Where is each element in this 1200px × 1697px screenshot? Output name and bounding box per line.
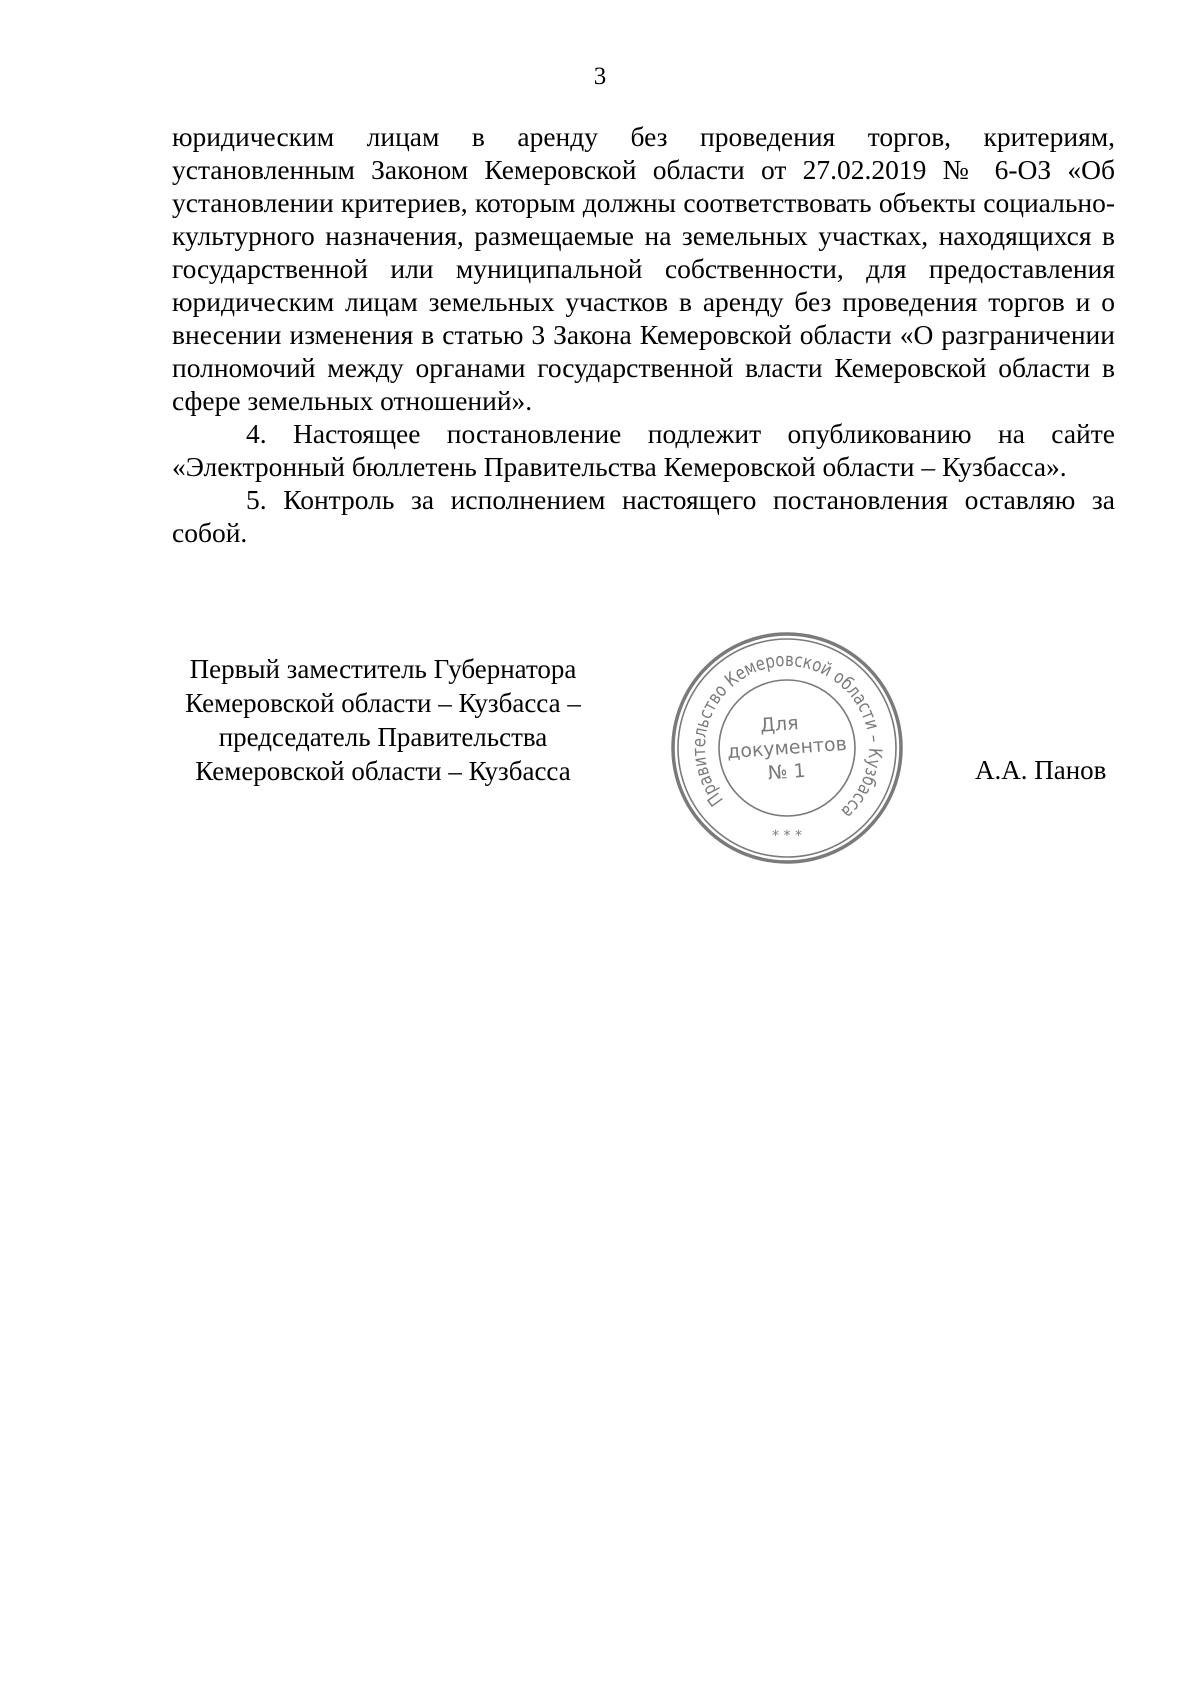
page-number: 3 [593, 63, 607, 90]
stamp-center-line: документов [726, 732, 848, 764]
stamp-center-line: № 1 [767, 759, 807, 785]
stamp-ring-text-path: Правительство Кемеровской области – Кузбасса [688, 649, 886, 824]
signatory-title-line: председатель Правительства [218, 722, 548, 752]
signatory-name: А.А. Панов [975, 755, 1107, 785]
signatory-title [168, 652, 598, 788]
paragraph-continuation: юридическим лицам в аренду без проведения торгов, критериям, установленным Законом Кемеровской области от 27.02.2019 № 6-ОЗ «Об установлении критериев, которым должны соответствовать объекты социально-культурного назначения, размещаемые на земельных участках, находящихся в государственной или муниципальной собственности, для предоставления юридическим лицам земельных участков в аренду без проведения торгов и о внесении изменения в статью 3 Закона Кемеровской области «О разграничении полномочий между органами государственной власти Кемеровской области в сфере земельных отношений». [172, 121, 1115, 416]
stamp-center-line: Для [759, 712, 800, 737]
signatory-title-line: Кемеровской области – Кузбасса [195, 756, 571, 786]
document-body [172, 120, 1115, 549]
stamp-stars: * * * [772, 828, 802, 844]
signatory-title-line: Первый заместитель Губернатора [189, 654, 577, 684]
paragraph-item-4: 4. Настоящее постановление подлежит опубликованию на сайте «Электронный бюллетень Правительства Кемеровской области – Кузбасса». [172, 418, 1115, 482]
stamp-graphic [669, 630, 905, 866]
paragraph-item-5: 5. Контроль за исполнением настоящего постановления оставляю за собой. [172, 484, 1115, 548]
official-stamp [669, 630, 905, 866]
signatory-title-line: Кемеровской области – Кузбасса – [185, 688, 581, 718]
